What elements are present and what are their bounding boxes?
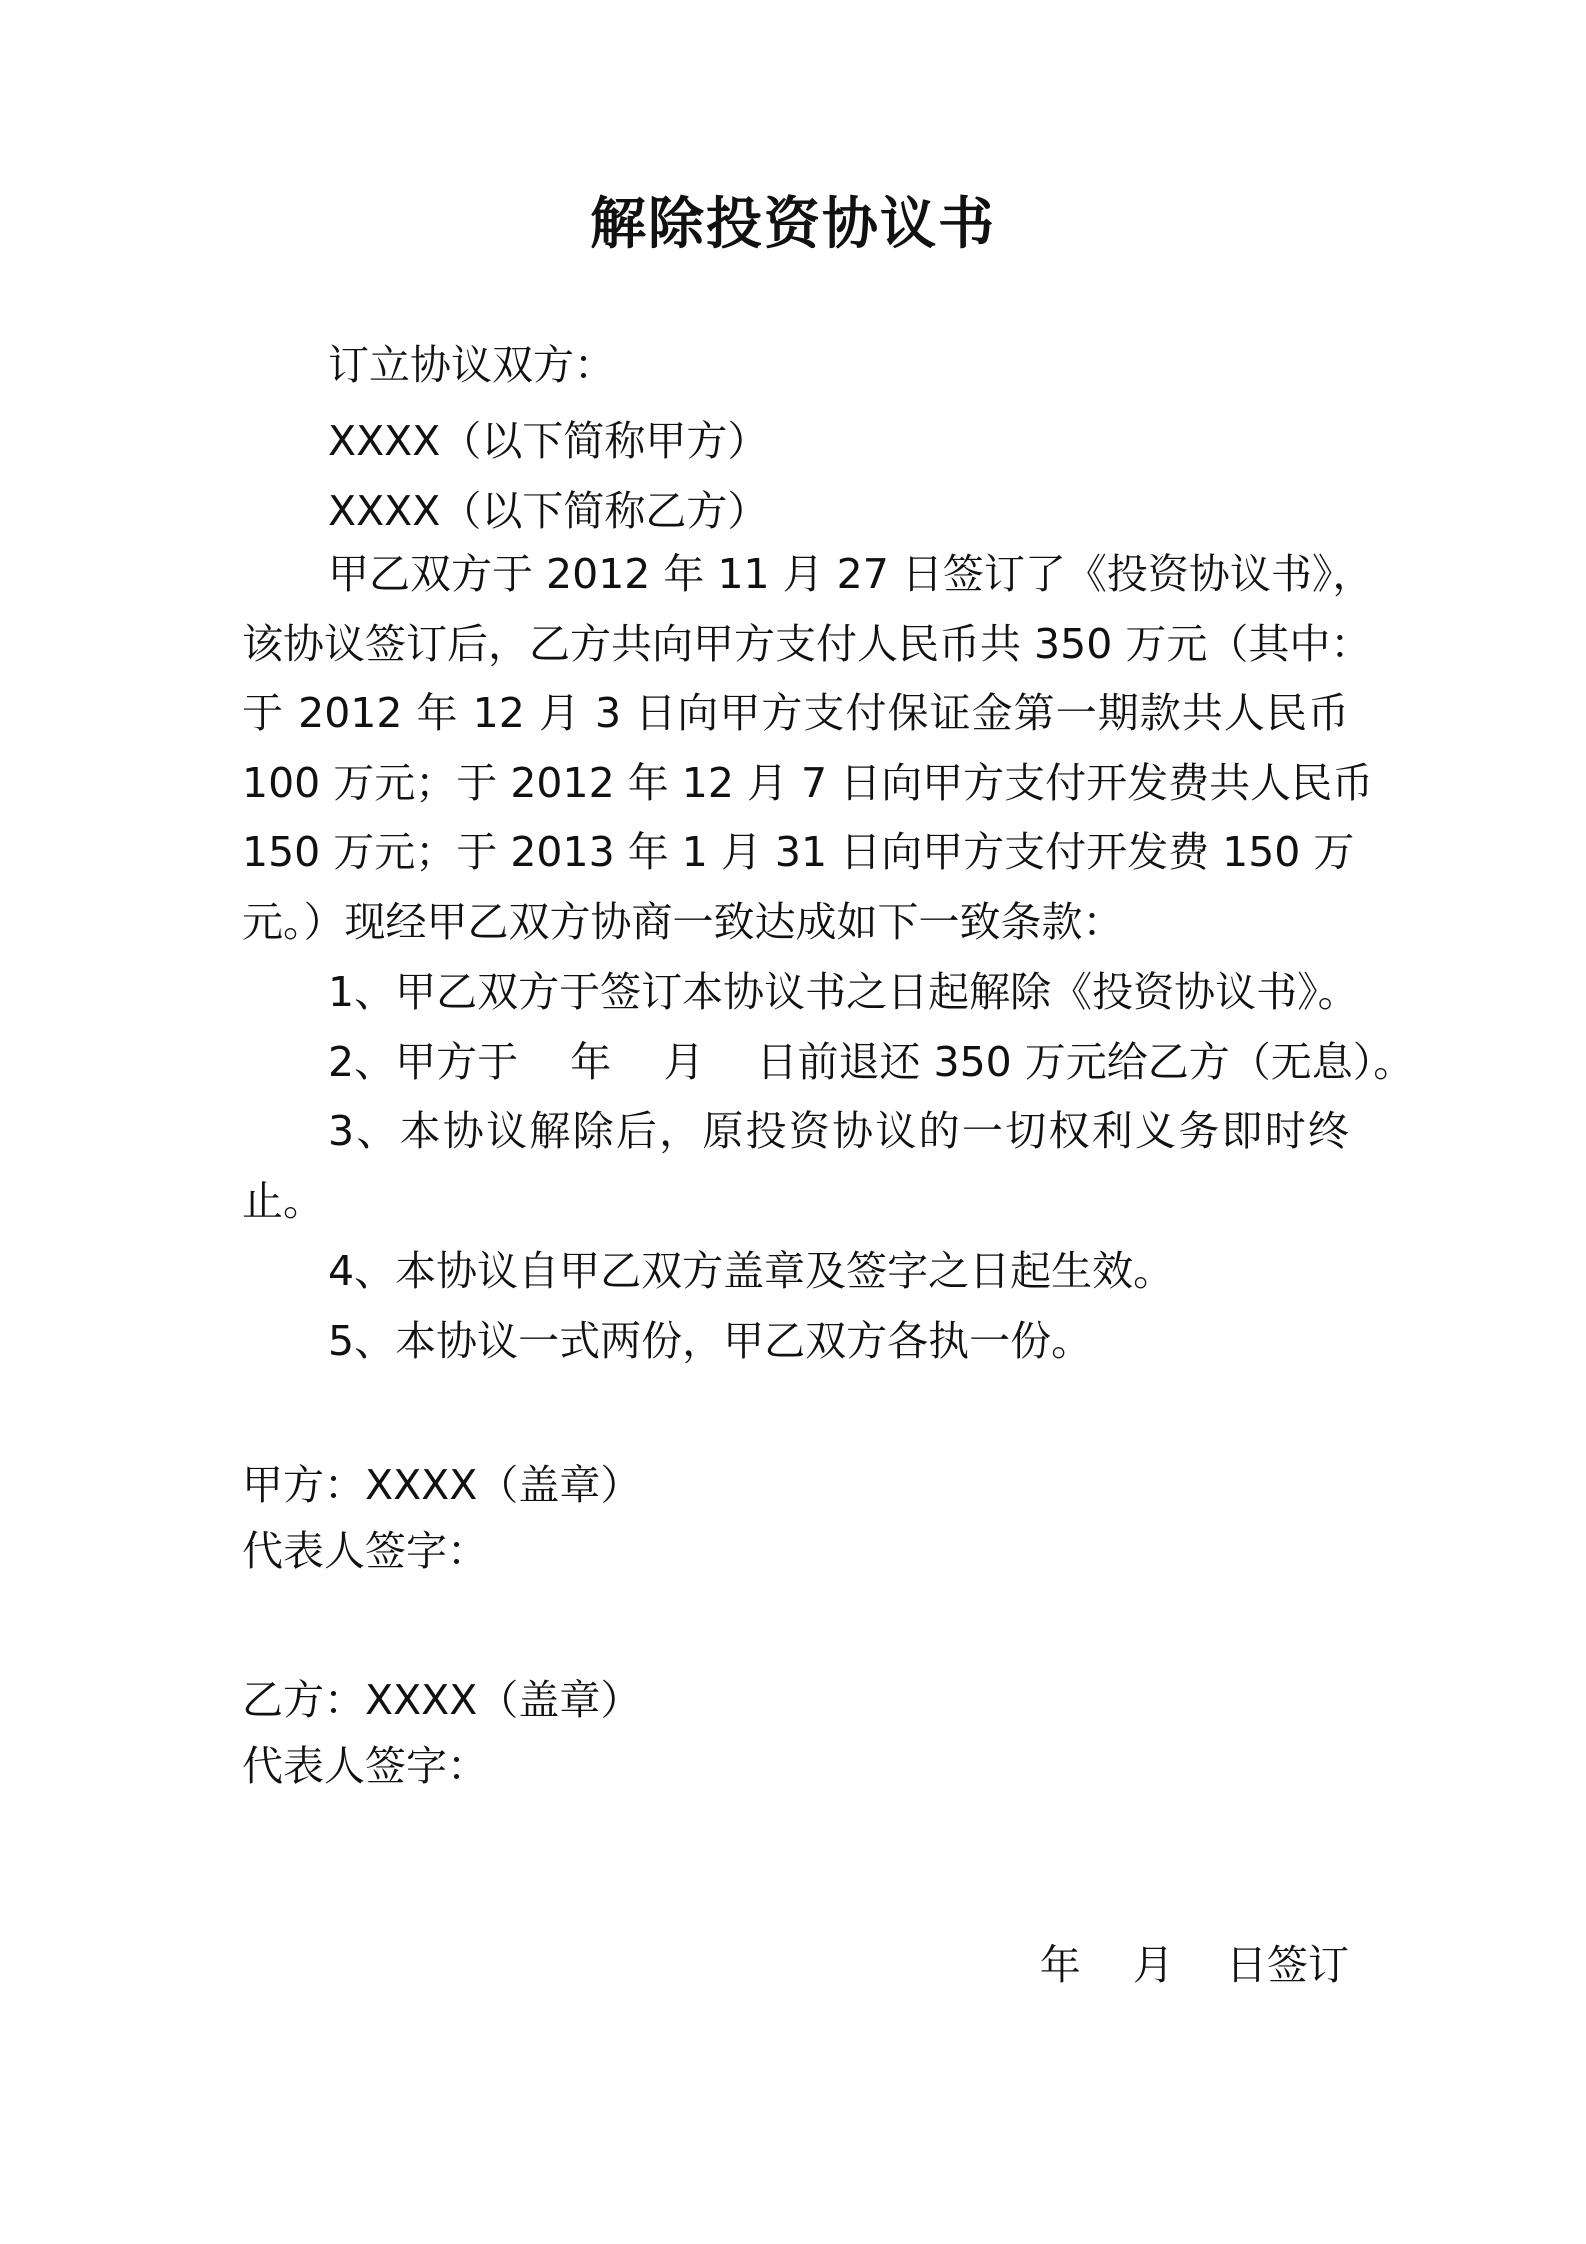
background-line-4: 100 万元；于 2012 年 12 月 7 日向甲方支付开发费共人民币: [242, 759, 1374, 807]
clause-3: 3、本协议解除后，原投资协议的一切权利义务即时终: [328, 1107, 1349, 1155]
clause-1: 1、甲乙双方于签订本协议书之日起解除《投资协议书》。: [328, 968, 1359, 1016]
document-title: 解除投资协议书: [590, 192, 996, 257]
clause-4: 4、本协议自甲乙双方盖章及签字之日起生效。: [328, 1247, 1175, 1295]
clause-2: 2、甲方于 年 月 日前退还 350 万元给乙方（无息）。: [328, 1038, 1415, 1086]
background-line-5: 150 万元；于 2013 年 1 月 31 日向甲方支付开发费 150 万: [242, 828, 1355, 876]
background-line-2: 该协议签订后，乙方共向甲方支付人民币共 350 万元（其中：: [242, 620, 1372, 668]
signing-date: 年 月 日签订: [1039, 1941, 1349, 1989]
clause-5: 5、本协议一式两份，甲乙双方各执一份。: [328, 1317, 1093, 1365]
parties-intro: 订立协议双方：: [328, 341, 615, 389]
party-b-seal: 乙方：XXXX（盖章）: [242, 1676, 642, 1724]
party-b-intro: XXXX（以下简称乙方）: [328, 487, 769, 535]
party-b-representative: 代表人签字：: [242, 1742, 488, 1790]
background-line-3: 于 2012 年 12 月 3 日向甲方支付保证金第一期款共人民币: [242, 689, 1349, 737]
clause-3-continued: 止。: [242, 1177, 324, 1225]
party-a-representative: 代表人签字：: [242, 1527, 488, 1575]
party-a-seal: 甲方：XXXX（盖章）: [242, 1461, 642, 1509]
party-a-intro: XXXX（以下简称甲方）: [328, 417, 769, 465]
background-line-6: 元。）现经甲乙双方协商一致达成如下一致条款：: [242, 898, 1124, 946]
background-line-1: 甲乙双方于 2012 年 11 月 27 日签订了《投资协议书》，: [328, 550, 1374, 598]
